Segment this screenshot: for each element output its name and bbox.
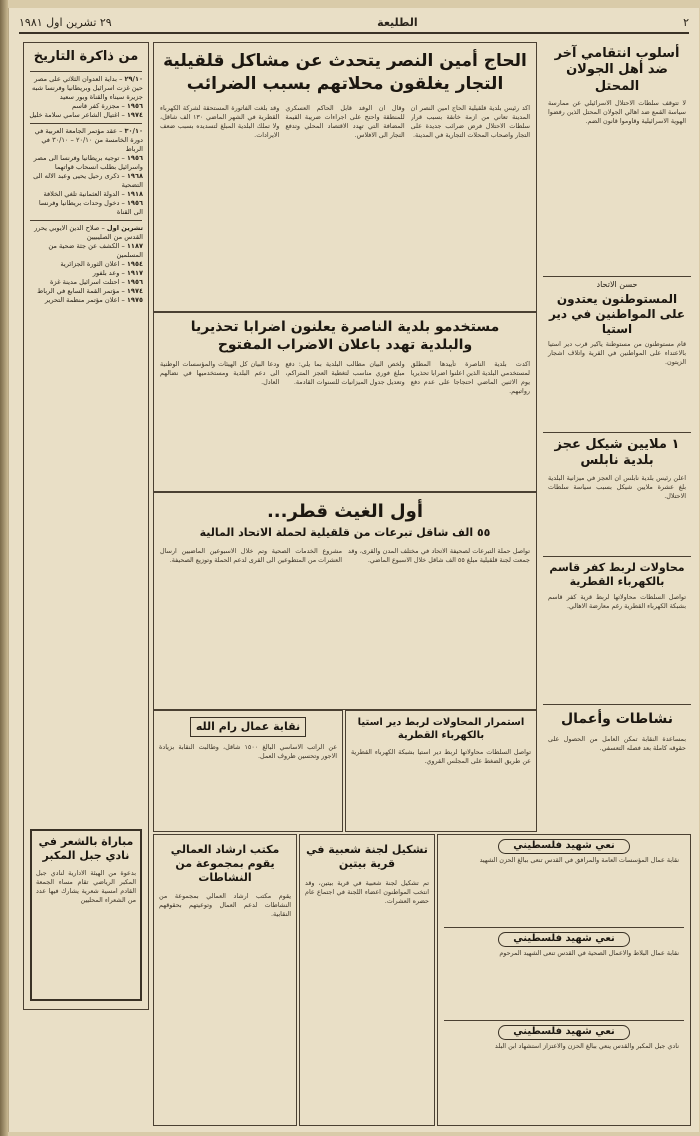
workers-office-article [153, 834, 297, 1126]
poetry-title: مباراة بالشعر في نادي جبل المكبر [38, 835, 134, 862]
history-entry: ١٩٥٦ – احتلت اسرائيل مدينة غزة [50, 278, 143, 287]
settlers-kicker: حسن الاتحاد [596, 280, 638, 289]
golan-article [543, 42, 691, 272]
donations-col-2: مشروع الخدمات الصحية وتم خلال الاسبوعين الماضيين ارسال العشرات من المتطوعين الى القرى لدعم الحملة وتوزيع الصحيفة. [160, 547, 342, 565]
donations-article [153, 492, 537, 710]
obituary-item [444, 839, 684, 928]
history-entry: ١٩٧٤ – اغتيال الشاعر سامي سلامة خليل [29, 111, 143, 120]
golan-headline: أسلوب انتقامي آخر ضد أهل الجولان المحتل [554, 46, 680, 94]
qalqilya-col-3: وقد بلغت الفاتورة المستحقة لشركة الكهرباء القطرية في الشهر الماضي ١٣٠ الف شاقل، ولا تملك البلدية المبلغ لتسديده بسبب ضعف الايرادات. [160, 103, 280, 139]
obituary-title: نعي شهيد فلسطيني [498, 839, 630, 854]
committee-body: تم تشكيل لجنة شعبية في قرية بيتين، وقد انتخب المواطنون اعضاء اللجنة في اجتماع عام حضره العشرات. [305, 878, 429, 905]
history-entry: ٣٠/١٠ – عقد مؤتمر الجامعة العربية في دورة الخامسة من ٢٠/١٠ – ٣٠/١٠ في الرباط [34, 127, 143, 154]
workers-office-body: يقوم مكتب ارشاد العمالي بمجموعة من النشاطات لدعم العمال وتوعيتهم بحقوقهم النقابية. [159, 892, 291, 919]
nazareth-col-3: ودعا البيان كل الهيئات والمؤسسات الوطنية الى دعم البلدية ومستخدميها في نضالهم العادل. [160, 360, 280, 386]
rural-electric-body: تواصل السلطات محاولاتها لربط دير استيا بشبكة الكهرباء القطرية عن طريق الضغط على المجلس القروي. [351, 748, 531, 765]
obituary-body: نقابة عمال المؤسسات العامة والمرافق في القدس تنعى ببالغ الحزن الشهيد [479, 855, 679, 864]
history-entry: ١٩٥٦ – مجزرة كفر قاسم [71, 102, 143, 111]
union-body: عن الراتب الاساسي البالغ ١٥٠٠ شاقل، وطالبت النقابة بزيادة الاجور وتحسين ظروف العمل. [159, 742, 338, 760]
nablus-deficit-headline: ١ ملايين شيكل عجز بلدية نابلس [554, 437, 680, 469]
qalqilya-article [153, 42, 537, 312]
obituary-title: نعي شهيد فلسطيني [498, 932, 630, 947]
nazareth-col-2: ولخص البيان مطالب البلدية بما يلي: دفع مبلغ فوري مناسب لتغطية العجز المتراكم، وتعديل جدول الميزانيات للسنوات القادمة. [285, 360, 405, 386]
newspaper-page [8, 8, 699, 1132]
history-entry: ١٩١٨ – الدولة العثمانية تلغي الخلافة [43, 190, 143, 199]
golan-body: لا تتوقف سلطات الاحتلال الاسرائيلي عن ممارسة سياسة القمع ضد اهالي الجولان المحتل الذين رفضوا الهوية الاسرائيلية وقاوموا قانون الضم. [548, 98, 686, 125]
obituary-item [444, 1025, 684, 1113]
kafr-qasem-article [543, 556, 691, 701]
kafr-qasem-body: تواصل السلطات محاولاتها لربط قرية كفر قاسم بشبكة الكهرباء القطرية رغم معارضة الاهالي. [548, 592, 686, 610]
qalqilya-col-2: وقال ان الوفد قابل الحاكم العسكري للمنطقة واحتج على اجراءات ضريبة القيمة المضافة التي تهدد الاقتصاد المحلي وتدفع التجار الى الافلاس. [285, 103, 405, 139]
page-spine [0, 0, 8, 1136]
history-entry: ١٩١٧ – وعد بلفور [92, 269, 143, 278]
activities-headline: نشاطات وأعمال [561, 711, 673, 727]
obituary-title: نعي شهيد فلسطيني [498, 1025, 630, 1040]
qalqilya-kicker: الحاج أمين النصر يتحدث عن مشاكل قلقيلية [163, 51, 527, 71]
activities-body: بمساعدة النقابة تمكن العامل من الحصول على حقوقه كاملة بعد فصله التعسفي. [548, 734, 686, 752]
workers-office-headline: مكتب ارشاد العمالي يقوم بمجموعة من النشاطات [170, 843, 280, 884]
activities-article [543, 704, 691, 829]
history-entry: ١٩٧٥ – اعلان مؤتمر منظمة التحرير [44, 296, 143, 305]
history-entry: ١٩٦٨ – ذكرى رحيل يحيى وعبد الاله الى التضحية [33, 172, 143, 190]
donations-col-1: تواصل حملة التبرعات لصحيفة الاتحاد في مختلف المدن والقرى، وقد جمعت لجنة قلقيلية مبلغ ٥٥ الف شاقل خلال الاسبوع الماضي. [348, 547, 530, 565]
settlers-body: قام مستوطنون من مستوطنة ياكير قرب دير استيا بالاعتداء على المواطنين في القرية واتلاف اشجار الزيتون. [548, 340, 686, 366]
obituary-body: نقابة عمال البلاط والاعمال الصحية في القدس تنعى الشهيد المرحوم [499, 948, 679, 957]
committee-article [299, 834, 435, 1126]
kafr-qasem-headline: محاولات لربط كفر قاسم بالكهرباء القطرية [549, 561, 685, 588]
issue-date: ٢٩ تشرين اول ١٩٨١ [19, 15, 112, 29]
donations-subheadline: ٥٥ الف شاقل تبرعات من قلقيلية لحملة الاتحاد المالية [199, 525, 491, 539]
obituaries-block [437, 834, 691, 1126]
settlers-article [543, 276, 691, 429]
qalqilya-col-1: اكد رئيس بلدية قلقيلية الحاج امين النصر ان المدينة تعاني من ازمة خانقة بسبب قرار سلطات الاحتلال فرض ضرائب جديدة على التجار واصحاب المحلات التجارية في المدينة. [410, 103, 530, 139]
poetry-box [30, 829, 142, 1001]
page-header [19, 12, 689, 34]
history-entry: ١١٨٧ – الكشف عن جثة ضحية من المسلمين [48, 242, 143, 260]
history-entry: تشرين اول – صلاح الدين الايوبي يحرر القدس من الصليبيين [34, 224, 143, 242]
history-title: من ذاكرة التاريخ [33, 49, 139, 64]
history-entry: ١٩٧٤ – مؤتمر القمة السابع في الرباط [37, 287, 143, 296]
nablus-deficit-body: اعلن رئيس بلدية نابلس ان العجز في ميزانية البلدية بلغ عشرة ملايين شيكل بسبب سياسة سلطات الاحتلال. [548, 473, 686, 500]
poetry-body: بدعوة من الهيئة الادارية لنادي جبل المكبر الرياضي تقام مساء الجمعة القادم امسية شعرية يشارك فيها عدد من الشعراء المحليين [36, 868, 136, 904]
rural-electric-headline: استمرار المحاولات لربط دير استيا بالكهرباء القطرية [357, 717, 525, 741]
history-entry: ٢٩/١٠ – بداية العدوان الثلاثي على مصر حين غزت اسرائيل وبريطانيا وفرنسا شبه جزيرة سيناء والقناة وبور سعيد [32, 75, 143, 102]
donations-headline: أول الغيث قطر... [266, 501, 424, 522]
rural-electric-article [345, 710, 537, 832]
page-number: ٢ [683, 15, 689, 29]
history-entry: ١٩٥٦ – دخول وحدات بريطانيا وفرنسا الى القناة [38, 199, 143, 217]
obituary-item [444, 932, 684, 1021]
union-headline: نقابة عمال رام الله [190, 717, 306, 737]
newspaper-name: الطليعة [377, 15, 418, 29]
committee-headline: تشكيل لجنة شعبية في قرية بيتين [306, 843, 428, 870]
history-entry: ١٩٥٦ – توجيه بريطانيا وفرنسا الى مصر واسرائيل بطلب انسحاب قواتهما [33, 154, 143, 172]
nazareth-col-1: اكدت بلدية الناصرة تأييدها المطلق لمستخدمي البلدية الذين اعلنوا اضرابا تحذيريا يوم الاثنين الماضي احتجاجا على عدم دفع رواتبهم. [410, 360, 530, 395]
qalqilya-headline: التجار يغلقون محلاتهم بسبب الضرائب [186, 74, 504, 95]
history-entry: ١٩٥٤ – اعلان الثورة الجزائرية [60, 260, 143, 269]
nazareth-headline: مستخدمو بلدية الناصرة يعلنون اضرابا تحذيريا والبلدية تهدد باعلان الاضراب المفتوح [190, 319, 500, 353]
settlers-headline: المستوطنون يعتدون على المواطنين في دير استيا [548, 292, 686, 336]
history-column [23, 42, 149, 1010]
nazareth-article [153, 312, 537, 492]
union-article [153, 710, 343, 832]
nablus-deficit-article [543, 432, 691, 553]
obituary-body: نادي جبل المكبر والقدس ينعي ببالغ الحزن والاعتزاز استشهاد ابن البلد [494, 1041, 679, 1050]
